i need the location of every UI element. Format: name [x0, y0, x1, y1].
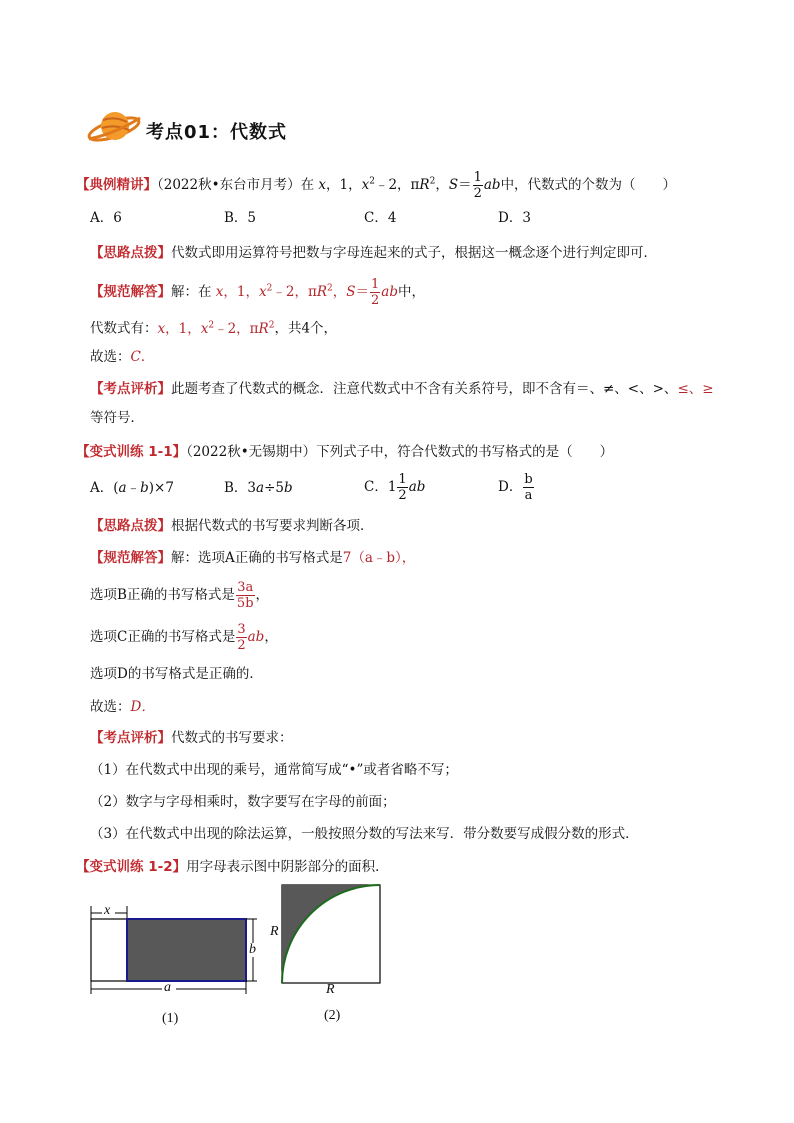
- figure-2: [270, 880, 390, 1000]
- variant1-option-c: C．1 $\frac{1}{2}$ ab: [364, 472, 426, 503]
- example-question: 【典例精讲】（2022秋•东台市月考）在 x，1，$x^2﹣2$，$\pi R^2$，S＝ $\frac{1}{2}$ ab中，代数式的个数为（ ）: [76, 170, 677, 201]
- fig1-x-label: x: [104, 903, 111, 918]
- page-title: 考点01：代数式: [146, 122, 288, 143]
- option-a: A．6: [90, 210, 122, 226]
- fig2-caption: (2): [324, 1008, 341, 1023]
- option-c: C．4: [364, 210, 397, 226]
- example-tag: 【典例精讲】: [76, 177, 157, 193]
- example-review: 【考点评析】此题考查了代数式的概念．注意代数式中不含有关系符号，即不含有＝、≠、<、>、≤、≥: [90, 381, 714, 397]
- variant1-option-b: B．3a÷5b: [224, 480, 293, 496]
- example-choice: 故选：C．: [90, 349, 155, 365]
- option-b: B．5: [224, 210, 257, 226]
- variant2-question: 【变式训练 1-2】用字母表示图中阴影部分的面积．: [76, 859, 389, 875]
- figure-1: [84, 900, 274, 1000]
- variant1-hint: 【思路点拨】根据代数式的书写要求判断各项．: [90, 518, 374, 534]
- fig2-r-left: R: [270, 924, 279, 939]
- variant1-answer-b: 选项B正确的书写格式是 $\frac{3a}{5b}$ ，: [90, 580, 270, 611]
- variant1-rule-1: （1）在代数式中出现的乘号，通常简写成“•”或者省略不写；: [90, 762, 458, 778]
- example-answer: 【规范解答】解：在 x，1，$x^2﹣2$，$\pi R^2$，S＝ $\frac{1}{2}$ ab中，: [90, 277, 425, 308]
- example-review-line2: 等符号．: [90, 410, 144, 426]
- option-d: D．3: [498, 210, 531, 226]
- planet-icon: [86, 106, 142, 146]
- fig1-b-label: b: [249, 942, 256, 957]
- variant1-choice: 故选：D．: [90, 699, 155, 715]
- variant1-option-a: A．(a﹣b)×7: [90, 480, 174, 496]
- variant1-answer-c: 选项C正确的书写格式是 $\frac{3}{2}$ ab，: [90, 622, 278, 653]
- fig1-a-label: a: [164, 980, 171, 995]
- fig2-r-bottom: R: [326, 982, 335, 997]
- variant1-option-d: D． $\frac{b}{a}$: [498, 472, 533, 503]
- variant1-rule-2: （2）数字与字母相乘时，数字要写在字母的前面；: [90, 794, 396, 810]
- example-hint: 【思路点拨】代数式即用运算符号把数与字母连起来的式子，根据这一概念逐个进行判定即可．: [90, 245, 657, 261]
- example-answer-list: 代数式有：x，1，$x^2﹣2$，$\pi R^2$，共4个，: [90, 320, 338, 337]
- variant1-question: 【变式训练 1-1】（2022秋•无锡期中）下列式子中，符合代数式的书写格式的是（ ）: [76, 444, 614, 460]
- fig1-caption: (1): [162, 1011, 179, 1026]
- variant1-answer-d: 选项D的书写格式是正确的．: [90, 666, 263, 682]
- variant1-answer-a: 【规范解答】解：选项A正确的书写格式是7（a﹣b），: [90, 550, 416, 566]
- variant1-review: 【考点评析】代数式的书写要求：: [90, 730, 293, 746]
- variant1-rule-3: （3）在代数式中出现的除法运算，一般按照分数的写法来写．带分数要写成假分数的形式．: [90, 826, 639, 842]
